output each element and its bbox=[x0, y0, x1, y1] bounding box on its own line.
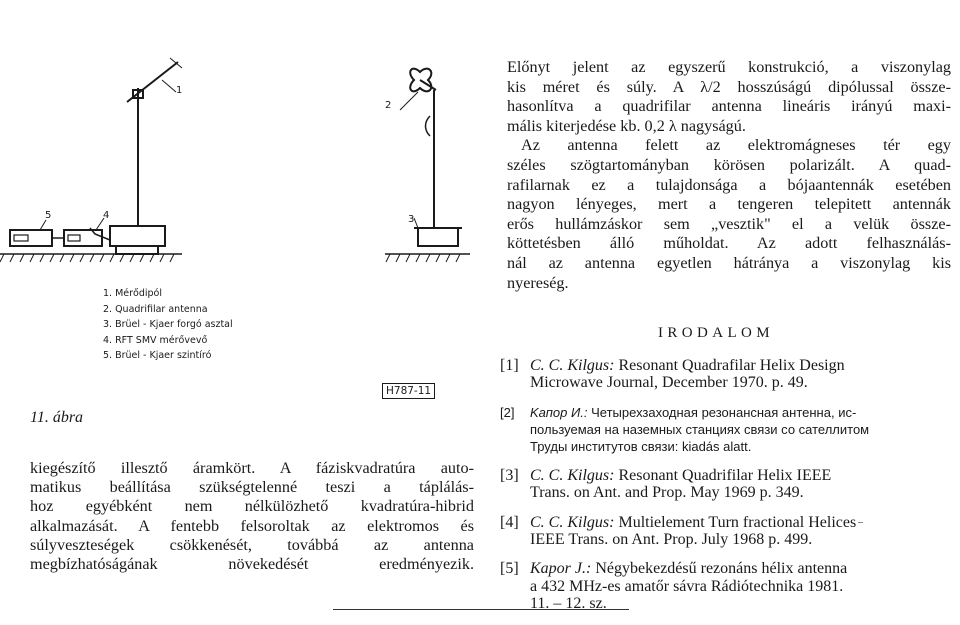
reference-text: Négybekezdésű rezonáns hélix antenna bbox=[595, 560, 848, 578]
text-line: kis méret és súly. A λ/2 hosszúságú dipólussal össze- bbox=[507, 77, 951, 96]
text-line: Az antenna felett az elektromágneses tér egy bbox=[521, 136, 951, 155]
reference-item bbox=[500, 514, 955, 549]
reference-text: Четырехзаходная резонансная антенна, ис- bbox=[591, 404, 857, 420]
legend-item: 5. Brüel - Kjaer szintíró bbox=[103, 350, 212, 362]
reference-item bbox=[500, 357, 955, 392]
reference-list bbox=[500, 357, 955, 625]
figure-label-1: 1 bbox=[176, 85, 183, 96]
text-line: hoz egyébként nem nélkülözhető kvadratúra-hibrid bbox=[30, 497, 474, 516]
reference-text: IEEE Trans. on Ant. Prop. July 1968 p. 499. bbox=[530, 531, 813, 549]
reference-text: Труды институтов связи: kiadás alatt. bbox=[530, 438, 752, 454]
text-line: nál az antenna egyetlen hátránya a viszonylag kis bbox=[507, 253, 951, 272]
legend-item: 3. Brüel - Kjaer forgó asztal bbox=[103, 319, 233, 331]
reference-number: [3] bbox=[500, 466, 519, 484]
reference-number: [4] bbox=[500, 513, 519, 531]
reference-item bbox=[500, 404, 955, 455]
reference-author: C. C. Kilgus: bbox=[530, 513, 615, 531]
figure-id-box: H787-11 bbox=[382, 383, 435, 399]
figure-label-2: 2 bbox=[385, 100, 392, 111]
reference-text: 11. – 12. sz. bbox=[530, 595, 607, 613]
receiver-box bbox=[64, 230, 102, 246]
reference-text: a 432 MHz-es amatőr sávra Rádiótechnika 1981. bbox=[530, 577, 844, 595]
reference-number: [5] bbox=[500, 560, 519, 578]
right-body-text bbox=[507, 58, 951, 293]
footer-rule bbox=[333, 609, 629, 610]
text-line: mális kiterjedése kb. 0,2 λ nagyságú. bbox=[507, 116, 746, 135]
figure-label-3: 3 bbox=[408, 214, 415, 225]
reference-number: [2] bbox=[500, 404, 515, 420]
text-line: nagyon lényeges, mert a tengeren telepitett antennák bbox=[507, 195, 951, 214]
reference-text: Multielement Turn fractional Helices bbox=[618, 513, 857, 531]
reference-text: Resonant Quadrifilar Helix IEEE bbox=[618, 466, 832, 484]
reference-item bbox=[500, 467, 955, 502]
reference-text: пользуемая на наземных станциях связи со сателлитом bbox=[530, 421, 870, 437]
text-line: Előnyt jelent az egyszerű konstrukció, a viszonylag bbox=[507, 58, 951, 76]
text-line: köttetésben álló műholdat. Az adott felhasználás- bbox=[507, 234, 951, 253]
text-line: hasonlítva a quadrifilar antenna lineáris irányú maxi- bbox=[507, 97, 951, 116]
text-line: matikus beállítása szükségtelenné teszi a táplálás- bbox=[30, 478, 474, 497]
figure-label-4: 4 bbox=[103, 210, 110, 221]
reference-author: Kапор И.: bbox=[530, 404, 588, 420]
reference-author: C. C. Kilgus: bbox=[530, 466, 615, 484]
figure-legend bbox=[103, 286, 293, 364]
text-line: széles szögtartományban körösen polarizált. A quad- bbox=[507, 155, 951, 174]
text-line: súlyveszteségek csökkenését, továbbá az antenna bbox=[30, 535, 474, 554]
measurement-setup-drawing bbox=[0, 50, 480, 310]
reference-text: Resonant Quadrafilar Helix Design bbox=[618, 357, 845, 374]
margin-mark bbox=[858, 522, 863, 523]
turntable bbox=[418, 228, 458, 246]
text-line: erős hullámzáskor sem „vesztik" el a velük össze- bbox=[507, 214, 951, 233]
legend-item: 1. Mérődipól bbox=[103, 288, 162, 299]
reference-text: Microwave Journal, December 1970. p. 49. bbox=[530, 374, 808, 392]
measurement-setup-figure bbox=[0, 50, 480, 310]
legend-item: 4. RFT SMV mérővevő bbox=[103, 334, 208, 346]
text-line: alkalmazását. A fentebb felsoroltak az elektromos és bbox=[30, 516, 474, 535]
text-line: megbízhatóságának növekedését eredményezik. bbox=[30, 554, 474, 573]
text-line: kiegészítő illesztő áramkört. A fáziskvadratúra auto- bbox=[30, 459, 474, 477]
left-table bbox=[110, 226, 165, 246]
text-line: rafilarnak ez a tulajdonsága a bójaantennák esetében bbox=[507, 175, 951, 194]
dipole-element bbox=[127, 62, 178, 102]
text-line: nyereség. bbox=[507, 273, 569, 292]
reference-number: [1] bbox=[500, 357, 519, 374]
reference-text: Trans. on Ant. and Prop. May 1969 p. 349. bbox=[530, 484, 804, 502]
references-heading: IRODALOM bbox=[658, 325, 775, 341]
figure-caption: 11. ábra bbox=[30, 409, 84, 426]
left-body-text bbox=[30, 459, 474, 574]
recorder-box bbox=[10, 230, 52, 246]
reference-author: C. C. Kilgus: bbox=[530, 357, 615, 374]
figure-label-5: 5 bbox=[45, 210, 52, 221]
legend-item: 2. Quadrifilar antenna bbox=[103, 303, 208, 315]
reference-item bbox=[500, 560, 955, 612]
reference-author: Kapor J.: bbox=[530, 560, 592, 578]
